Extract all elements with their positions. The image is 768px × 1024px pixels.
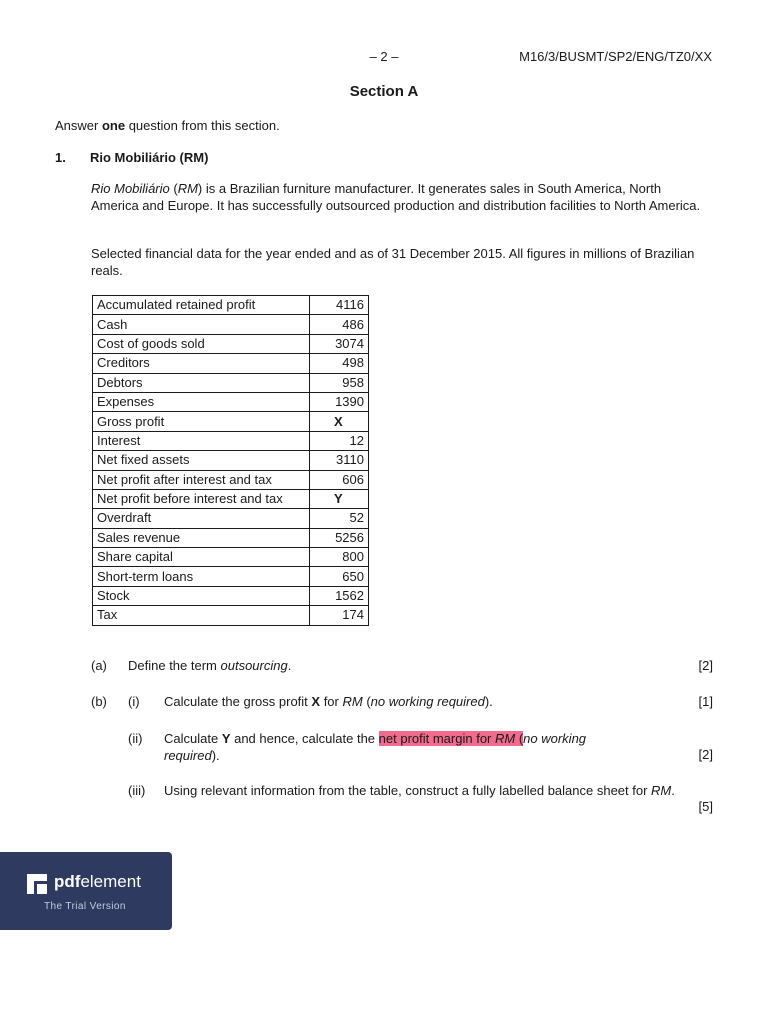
table-cell-label: Expenses <box>93 392 310 411</box>
question-title: Rio Mobiliário (RM) <box>90 150 209 165</box>
part-b-i-text <box>164 693 664 710</box>
part-b-iii <box>0 782 768 816</box>
b-ii-t1: Calculate <box>164 731 222 746</box>
part-b-i-label: (i) <box>128 694 140 709</box>
b-iii-rm: RM <box>651 783 672 798</box>
table-row <box>93 315 369 334</box>
table-row <box>93 509 369 528</box>
data-intro: Selected financial data for the year ended and as of 31 December 2015. All figures in millions of Brazilian reals. <box>91 246 695 278</box>
intro-open: ( <box>169 181 178 196</box>
instruction-emphasis: one <box>101 118 126 133</box>
table-cell-label: Tax <box>93 606 310 625</box>
b-i-t7: ). <box>484 694 493 709</box>
table-row <box>93 431 369 450</box>
b-ii-y: Y <box>221 731 231 746</box>
table-row <box>93 412 369 431</box>
table-cell-value: 174 <box>310 606 369 625</box>
section-instruction <box>55 118 280 133</box>
table-cell-label: Cash <box>93 315 310 334</box>
table-cell-label: Net fixed assets <box>93 451 310 470</box>
table-cell-value: 52 <box>310 509 369 528</box>
section-title: Section A <box>349 83 419 100</box>
table-cell-label: Sales revenue <box>93 528 310 547</box>
b-ii-t3: and hence, calculate the <box>230 731 379 746</box>
table-row <box>93 567 369 586</box>
table-cell-value: Y <box>310 489 369 508</box>
table-cell-label: Interest <box>93 431 310 450</box>
b-ii-hl1: net profit margin for <box>378 731 495 746</box>
part-a-text <box>128 657 628 674</box>
table-cell-label: Overdraft <box>93 509 310 528</box>
company-abbr: RM <box>177 181 198 196</box>
b-i-t5: ( <box>362 694 371 709</box>
b-ii-note-a: no working <box>523 731 587 746</box>
b-ii-note-b: required <box>164 748 212 763</box>
part-b-ii-marks: [2] <box>698 747 713 762</box>
table-cell-value: 958 <box>310 373 369 392</box>
instruction-suffix: question from this section. <box>125 118 280 133</box>
table-row <box>93 528 369 547</box>
table-row <box>93 334 369 353</box>
b-ii-hl3: ( <box>515 731 524 746</box>
table-row <box>93 354 369 373</box>
part-b-iii-label: (iii) <box>128 783 146 798</box>
page-number: – 2 – <box>369 49 399 64</box>
table-cell-label: Share capital <box>93 548 310 567</box>
table-cell-label: Net profit before interest and tax <box>93 489 310 508</box>
financial-data-table <box>92 295 369 626</box>
table-row <box>93 296 369 315</box>
table-row <box>93 489 369 508</box>
table-row <box>93 606 369 625</box>
document-code: M16/3/BUSMT/SP2/ENG/TZ0/XX <box>519 49 712 64</box>
part-b-iii-marks: [5] <box>698 799 713 814</box>
table-cell-label: Short-term loans <box>93 567 310 586</box>
part-b-ii <box>0 730 768 764</box>
part-b-ii-text <box>164 730 664 764</box>
company-name: Rio Mobiliário <box>91 181 170 196</box>
watermark-subtitle: The Trial Version <box>44 901 126 912</box>
table-row <box>93 392 369 411</box>
pdfelement-logo-icon <box>27 874 47 894</box>
table-row <box>93 586 369 605</box>
pdfelement-watermark <box>0 852 172 930</box>
b-ii-rm: RM <box>494 731 516 746</box>
table-cell-value: X <box>310 412 369 431</box>
table-cell-value: 1390 <box>310 392 369 411</box>
table-cell-value: 4116 <box>310 296 369 315</box>
table-row <box>93 451 369 470</box>
table-cell-value: 12 <box>310 431 369 450</box>
table-cell-label: Stock <box>93 586 310 605</box>
table-cell-value: 606 <box>310 470 369 489</box>
b-iii-t3: . <box>671 783 675 798</box>
b-i-x: X <box>311 694 321 709</box>
table-row <box>93 470 369 489</box>
table-cell-value: 3074 <box>310 334 369 353</box>
table-cell-label: Accumulated retained profit <box>93 296 310 315</box>
table-cell-value: 3110 <box>310 451 369 470</box>
b-ii-t5: ). <box>211 748 220 763</box>
table-cell-value: 800 <box>310 548 369 567</box>
part-a-marks: [2] <box>698 658 713 673</box>
question-number: 1. <box>55 150 66 165</box>
watermark-brand <box>54 872 141 892</box>
table-cell-value: 486 <box>310 315 369 334</box>
table-cell-label: Debtors <box>93 373 310 392</box>
brand-rest: element <box>80 872 141 891</box>
part-b-i-marks: [1] <box>698 694 713 709</box>
b-iii-t1: Using relevant information from the table, construct a fully labelled balance sheet for <box>164 783 652 798</box>
b-i-t1: Calculate the gross profit <box>164 694 312 709</box>
brand-bold: pdf <box>54 872 81 891</box>
part-b-iii-text <box>164 782 679 799</box>
case-intro <box>91 180 711 214</box>
b-i-t3: for <box>320 694 343 709</box>
b-i-note: no working required <box>370 694 485 709</box>
instruction-prefix: Answer <box>55 118 102 133</box>
table-cell-label: Gross profit <box>93 412 310 431</box>
part-a-suffix: . <box>287 658 292 673</box>
part-b-label: (b) <box>91 694 107 709</box>
table-cell-value: 498 <box>310 354 369 373</box>
highlighted-text <box>379 731 524 746</box>
table-cell-value: 1562 <box>310 586 369 605</box>
part-a-label: (a) <box>91 658 107 673</box>
b-i-rm: RM <box>342 694 363 709</box>
table-cell-value: 650 <box>310 567 369 586</box>
table-cell-label: Cost of goods sold <box>93 334 310 353</box>
table-cell-label: Net profit after interest and tax <box>93 470 310 489</box>
part-a-term: outsourcing <box>220 658 288 673</box>
part-b-ii-label: (ii) <box>128 731 143 746</box>
table-row <box>93 373 369 392</box>
table-cell-value: 5256 <box>310 528 369 547</box>
part-a-prefix: Define the term <box>128 658 221 673</box>
table-row <box>93 548 369 567</box>
intro-text: ) is a Brazilian furniture manufacturer. It generates sales in South America, North America and Europe. It has successfully outsourced production and distribution facilities to North America. <box>91 181 701 213</box>
table-cell-label: Creditors <box>93 354 310 373</box>
